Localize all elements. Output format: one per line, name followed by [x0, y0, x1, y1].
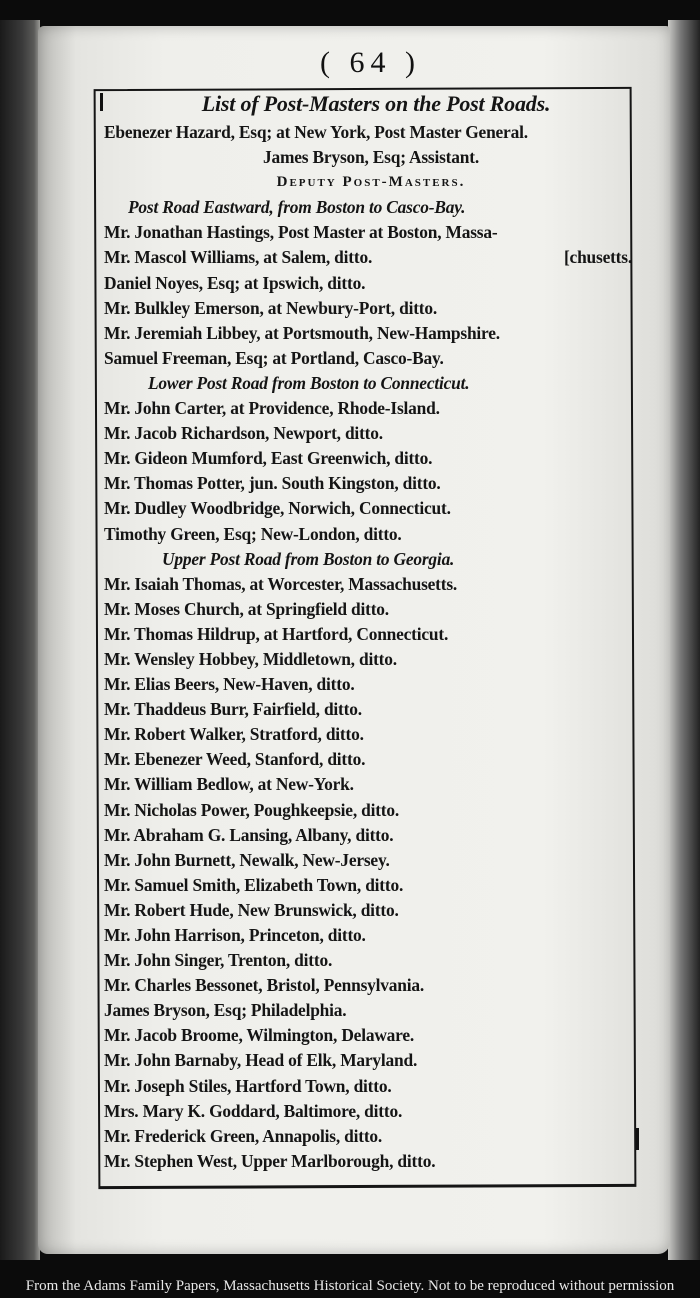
list-item: James Bryson, Esq; Philadelphia.	[104, 1000, 347, 1021]
list-item: Mr. Stephen West, Upper Marlborough, ditto.	[104, 1150, 436, 1171]
list-item: Mr. Abraham G. Lansing, Albany, ditto.	[104, 824, 394, 845]
list-item: Mr. Dudley Woodbridge, Norwich, Connecticut.	[104, 498, 451, 519]
list-item: Mr. Elias Beers, New-Haven, ditto.	[104, 674, 355, 695]
list-item: Mr. Gideon Mumford, East Greenwich, ditto.	[104, 448, 433, 469]
list-item: Mr. Ebenezer Weed, Stanford, ditto.	[104, 749, 366, 770]
postmaster-list	[104, 88, 638, 1174]
list-item: Mr. Wensley Hobbey, Middletown, ditto.	[104, 648, 397, 669]
list-item: Mr. Robert Hude, New Brunswick, ditto.	[104, 899, 399, 920]
list-item: Timothy Green, Esq; New-London, ditto.	[104, 523, 402, 544]
copyright-footer: From the Adams Family Papers, Massachusetts Historical Society. Not to be reproduced without permission	[25, 1278, 675, 1294]
list-item: Mr. Bulkley Emerson, at Newbury-Port, ditto.	[104, 297, 438, 318]
assistant-line: James Bryson, Esq; Assistant.	[263, 147, 479, 168]
deputy-heading: Deputy Post-Masters.	[276, 174, 466, 191]
list-item: Mrs. Mary K. Goddard, Baltimore, ditto.	[104, 1100, 403, 1121]
list-item: Mr. John Barnaby, Head of Elk, Maryland.	[104, 1050, 418, 1071]
line-continuation: [chusetts.	[563, 247, 632, 268]
list-item: Mr. John Burnett, Newalk, New-Jersey.	[104, 849, 390, 870]
list-item: Mr. Samuel Smith, Elizabeth Town, ditto.	[104, 874, 404, 895]
postmaster-general-line: Ebenezer Hazard, Esq; at New York, Post Master General.	[104, 122, 528, 142]
list-item: Mr. Jacob Broome, Wilmington, Delaware.	[104, 1025, 415, 1046]
section-heading-lower: Lower Post Road from Boston to Connecticut.	[148, 372, 470, 393]
list-item: Mr. Charles Bessonet, Bristol, Pennsylvania.	[104, 975, 425, 996]
frame-mark-left	[100, 93, 103, 111]
list-item	[104, 245, 638, 270]
list-item: Daniel Noyes, Esq; at Ipswich, ditto.	[104, 272, 366, 293]
section-heading-upper: Upper Post Road from Boston to Georgia.	[162, 548, 455, 569]
list-item: Mr. John Singer, Trenton, ditto.	[104, 950, 333, 971]
list-item: Mr. Thomas Hildrup, at Hartford, Connecticut.	[104, 623, 449, 644]
list-item: Samuel Freeman, Esq; at Portland, Casco-Bay.	[104, 347, 444, 368]
list-item: Mr. Thomas Potter, jun. South Kingston, ditto.	[104, 473, 441, 494]
section-heading-eastward: Post Road Eastward, from Boston to Casco-Bay.	[128, 197, 466, 218]
list-item: Mr. Thaddeus Burr, Fairfield, ditto.	[104, 699, 362, 720]
page-number: ( 64 )	[320, 46, 421, 79]
list-item: Mr. Frederick Green, Annapolis, ditto.	[104, 1125, 383, 1146]
list-title: List of Post-Masters on the Post Roads.	[201, 91, 551, 116]
list-item: Mr. Jeremiah Libbey, at Portsmouth, New-Hampshire.	[104, 322, 500, 343]
list-item: Mr. Robert Walker, Stratford, ditto.	[104, 724, 364, 745]
list-item: Mr. William Bedlow, at New-York.	[104, 774, 354, 795]
list-item: Mr. Jacob Richardson, Newport, ditto.	[104, 423, 383, 444]
list-item: Mr. John Harrison, Princeton, ditto.	[104, 925, 366, 945]
list-item: Mr. Isaiah Thomas, at Worcester, Massachusetts.	[104, 573, 458, 594]
list-item: Mr. Joseph Stiles, Hartford Town, ditto.	[104, 1075, 392, 1096]
list-item-text: Mr. Mascol Williams, at Salem, ditto.	[104, 247, 373, 268]
list-item: Mr. Nicholas Power, Poughkeepsie, ditto.	[104, 799, 400, 820]
list-item: Mr. Jonathan Hastings, Post Master at Boston, Massa-	[104, 222, 498, 243]
list-item: Mr. Moses Church, at Springfield ditto.	[104, 598, 389, 619]
book-binding-left	[0, 20, 40, 1260]
book-edge-right	[668, 20, 700, 1260]
list-item: Mr. John Carter, at Providence, Rhode-Island.	[104, 398, 440, 419]
